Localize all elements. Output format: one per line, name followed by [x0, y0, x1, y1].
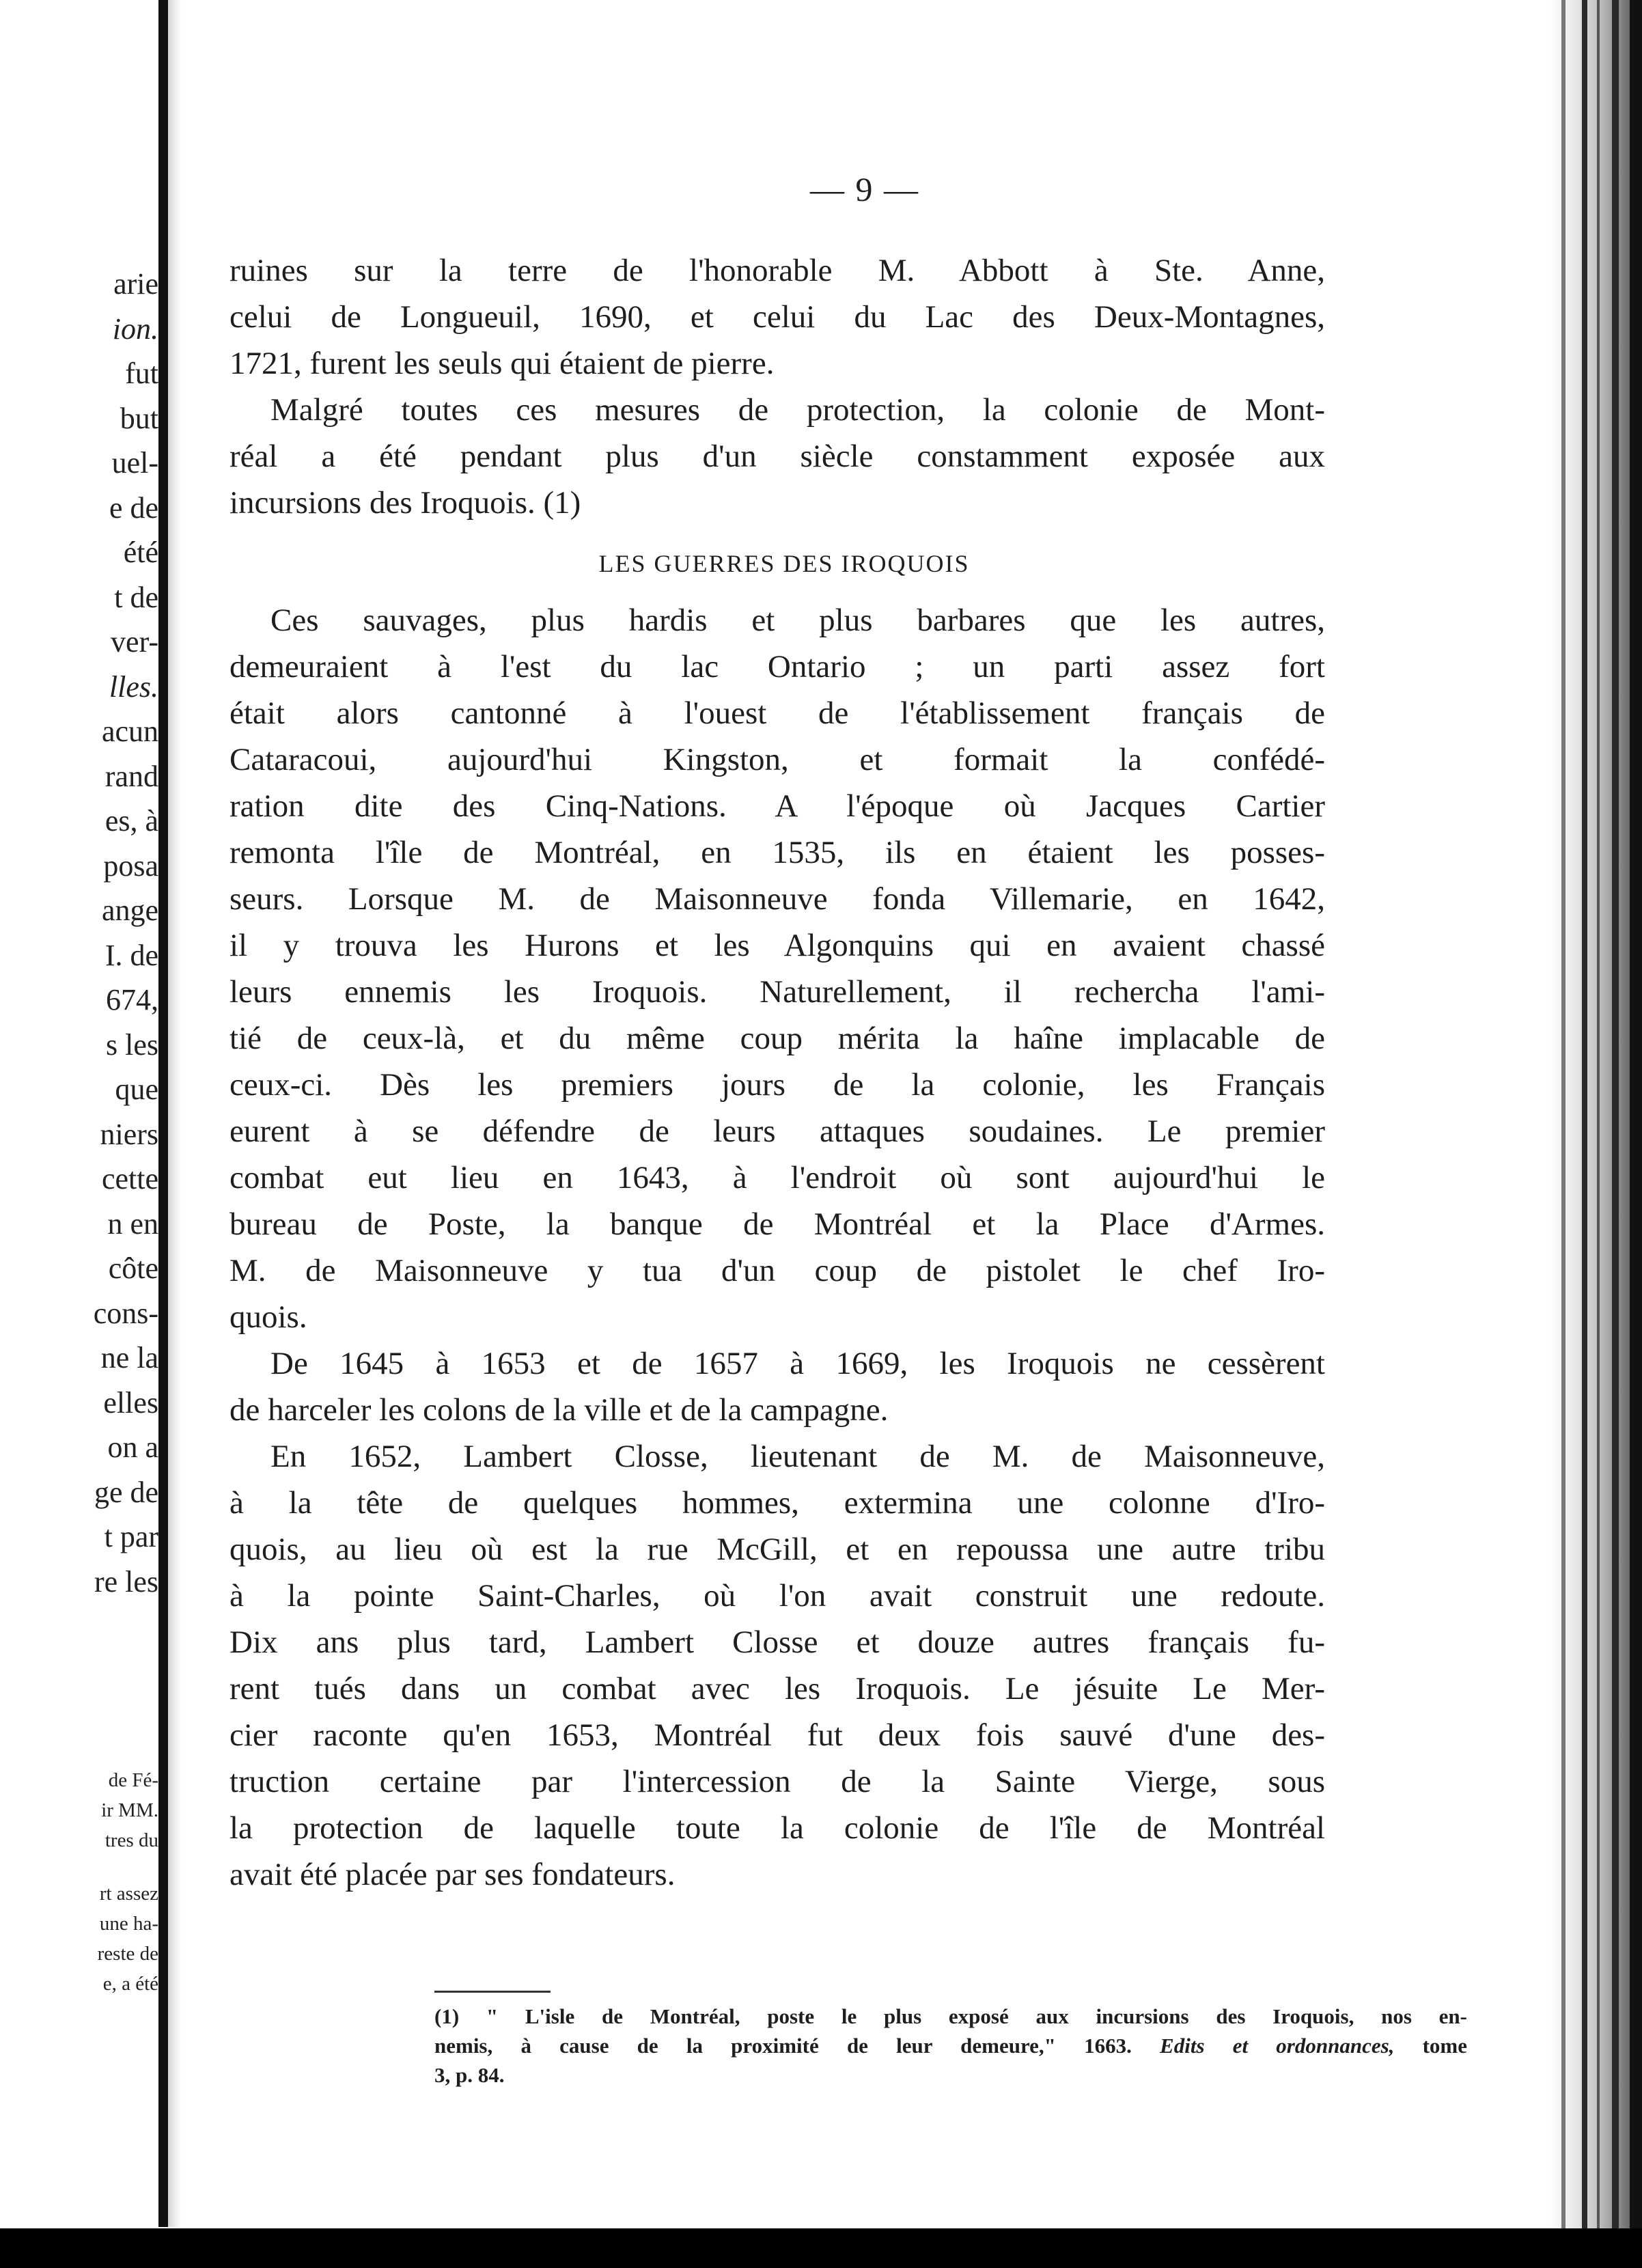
page-edges [1549, 0, 1642, 2268]
facing-page-text: cette [101, 1162, 158, 1195]
facing-page-text: ne la [100, 1341, 158, 1374]
text-line: 1721, furent les seuls qui étaient de pierre. [229, 346, 775, 381]
facing-page-text: t par [104, 1520, 158, 1553]
text-line: rent tués dans un combat avec les Iroquois. Le jésuite Le Mer- [229, 1671, 1325, 1706]
facing-page-text: ver- [111, 625, 158, 659]
facing-page-footnote-text: tres du [105, 1829, 158, 1851]
facing-page-text: 674, [106, 983, 158, 1017]
text-line: remonta l'île de Montréal, en 1535, ils en étaient les posses- [229, 835, 1325, 870]
facing-page-text: été [123, 536, 158, 569]
facing-page-footnote-text: reste de [97, 1943, 158, 1965]
text-line: ceux-ci. Dès les premiers jours de la colonie, les Français [229, 1067, 1325, 1103]
text-line: incursions des Iroquois. (1) [229, 485, 581, 521]
facing-page-text: ge de [94, 1475, 158, 1509]
text-line: ration dite des Cinq-Nations. A l'époque où Jacques Cartier [229, 788, 1325, 824]
facing-page-text: posa [103, 848, 158, 883]
facing-page-text: cons- [93, 1296, 158, 1330]
text-line: En 1652, Lambert Closse, lieutenant de M. de Maisonneuve, [270, 1439, 1325, 1474]
text-line: truction certaine par l'intercession de la Sainte Vierge, sous [229, 1764, 1325, 1799]
facing-page-footnote-text: e, a été [102, 1973, 158, 1995]
facing-page-footnote-text: une ha- [99, 1913, 158, 1935]
text-line: de harceler les colons de la ville et de la campagne. [229, 1392, 889, 1428]
text-line: Cataracoui, aujourd'hui Kingston, et formait la confédé- [229, 742, 1325, 777]
page-number: — 9 — [810, 170, 919, 208]
footnote [434, 2002, 1467, 2090]
facing-page-text: on a [107, 1430, 158, 1464]
text-line: à la tête de quelques hommes, extermina une colonne d'Iro- [229, 1485, 1325, 1521]
footnote-rule [434, 1991, 551, 1993]
footnote-text: nemis, à cause de la proximité de leur demeure," 1663. [434, 2034, 1132, 2058]
page-body [229, 247, 1325, 1898]
text-line: réal a été pendant plus d'un siècle constamment exposée aux [229, 439, 1325, 474]
text-line: quois. [229, 1299, 307, 1335]
text-line: leurs ennemis les Iroquois. Naturellement, il rechercha l'ami- [229, 974, 1325, 1010]
facing-page-footnote-text: de Fé- [108, 1769, 158, 1791]
footnote-line: 3, p. 84. [434, 2063, 505, 2087]
facing-page-text: niers [100, 1117, 158, 1151]
facing-page-text: but [120, 401, 158, 435]
section-heading: LES GUERRES DES IROQUOIS [598, 550, 970, 577]
facing-page-text: e de [109, 490, 158, 525]
text-line: quois, au lieu où est la rue McGill, et en repoussa une autre tribu [229, 1532, 1325, 1567]
facing-page-footnote-text: ir MM. [101, 1799, 158, 1821]
text-line: Dix ans plus tard, Lambert Closse et douze autres français fu- [229, 1624, 1325, 1660]
facing-page-text: t de [114, 580, 158, 614]
text-line: demeuraient à l'est du lac Ontario ; un parti assez fort [229, 649, 1325, 684]
facing-page-text: elles [103, 1385, 158, 1420]
facing-page-fragment [0, 0, 164, 2227]
facing-page-text: uel- [111, 446, 158, 480]
text-line: celui de Longueuil, 1690, et celui du Lac des Deux-Montagnes, [229, 299, 1325, 335]
text-line: tié de ceux-là, et du même coup mérita la haîne implacable de [229, 1021, 1325, 1056]
facing-page-text: ange [101, 894, 158, 927]
text-line: Ces sauvages, plus hardis et plus barbares que les autres, [270, 603, 1325, 638]
book-gutter [158, 0, 168, 2227]
text-line: combat eut lieu en 1643, à l'endroit où sont aujourd'hui le [229, 1160, 1325, 1195]
facing-page-text: fut [125, 357, 158, 390]
facing-page-text: lles. [109, 669, 158, 704]
text-line: M. de Maisonneuve y tua d'un coup de pistolet le chef Iro- [229, 1253, 1325, 1288]
facing-page-text: I. de [105, 938, 158, 972]
facing-page-text: côte [108, 1251, 158, 1285]
facing-page-text: s les [106, 1027, 158, 1062]
text-line: à la pointe Saint-Charles, où l'on avait construit une redoute. [229, 1578, 1325, 1614]
facing-page-footnote-text: rt assez [99, 1883, 158, 1905]
text-line: cier raconte qu'en 1653, Montréal fut deux fois sauvé d'une des- [229, 1717, 1325, 1753]
text-line: avait été placée par ses fondateurs. [229, 1857, 676, 1892]
facing-page-text: re les [94, 1564, 158, 1599]
facing-page-text: que [115, 1073, 158, 1106]
facing-page-text: acun [101, 715, 158, 748]
text-line: seurs. Lorsque M. de Maisonneuve fonda Villemarie, en 1642, [229, 881, 1325, 917]
text-line: ruines sur la terre de l'honorable M. Abbott à Ste. Anne, [229, 253, 1325, 288]
footnote-line: (1) " L'isle de Montréal, poste le plus exposé aux incursions des Iroquois, nos en- [434, 2004, 1467, 2028]
facing-page-text: ion. [112, 312, 158, 346]
book-page [182, 0, 1548, 2227]
facing-page-text: n en [107, 1206, 158, 1241]
facing-page-text: es, à [105, 804, 158, 838]
text-line: la protection de laquelle toute la colonie de l'île de Montréal [229, 1810, 1325, 1846]
text-line: Malgré toutes ces mesures de protection, la colonie de Mont- [270, 392, 1325, 428]
text-line: bureau de Poste, la banque de Montréal et la Place d'Armes. [229, 1206, 1325, 1242]
scan-border [0, 2228, 1642, 2268]
text-line: il y trouva les Hurons et les Algonquins qui en avaient chassé [229, 928, 1325, 963]
text-line: De 1645 à 1653 et de 1657 à 1669, les Iroquois ne cessèrent [270, 1346, 1325, 1381]
facing-page-text: arie [113, 267, 158, 301]
footnote-text: tome [1422, 2034, 1468, 2058]
text-line: était alors cantonné à l'ouest de l'établissement français de [229, 695, 1325, 731]
text-line: eurent à se défendre de leurs attaques soudaines. Le premier [229, 1114, 1325, 1149]
page-shadow [168, 0, 182, 2227]
facing-page-text: rand [105, 759, 158, 793]
footnote-citation-title: Edits et ordonnances, [1160, 2034, 1395, 2058]
footnote-line [434, 2031, 1467, 2060]
